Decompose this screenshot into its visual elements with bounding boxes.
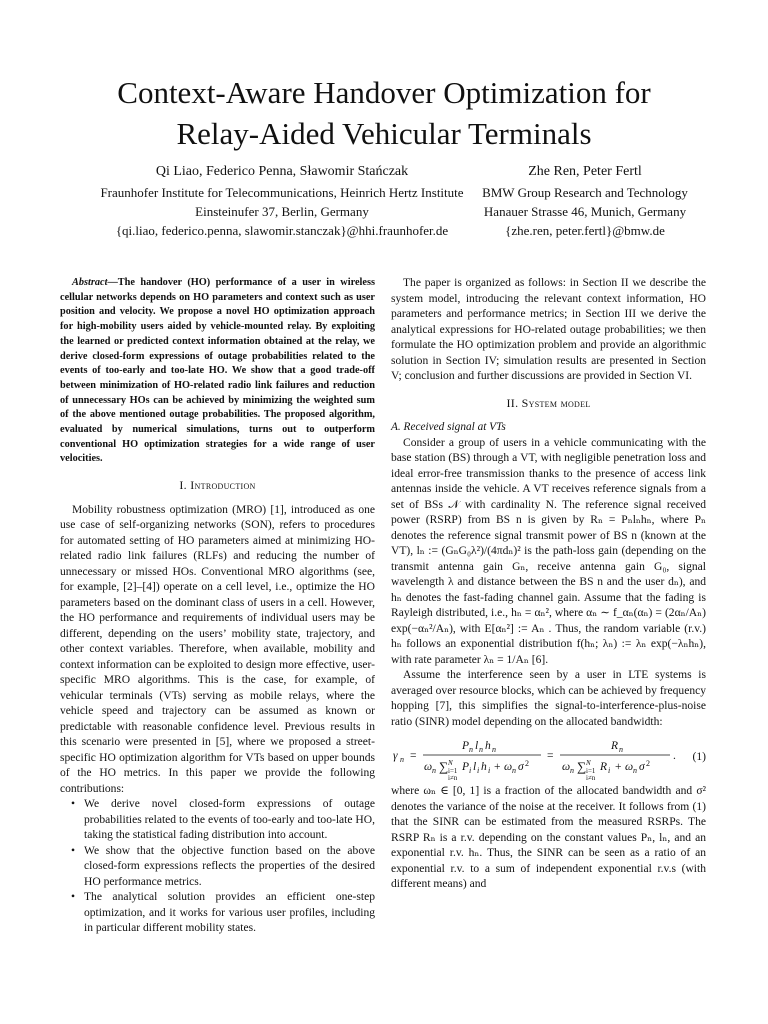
svg-text:∑: ∑ [439, 759, 449, 774]
sinr-equation-graphic [391, 732, 706, 782]
author-block-right [462, 162, 708, 240]
equation-number: (1) [692, 751, 706, 763]
left-column [60, 276, 375, 937]
contribution-text: We derive novel closed-form expressions of outage probabilities related to the events of too-early and too-late HO, taking the statistical fading distribution into account. [84, 798, 375, 842]
svg-text:+: + [494, 761, 501, 773]
svg-text:+: + [615, 761, 622, 773]
svg-text:h: h [481, 761, 487, 773]
svg-text:i≠n: i≠n [448, 774, 458, 782]
svg-text:2: 2 [525, 759, 529, 768]
svg-text:ω: ω [424, 761, 433, 773]
author-affiliation-left: Fraunhofer Institute for Telecommunications, Heinrich Hertz Institute [100, 185, 464, 200]
abstract [60, 276, 375, 467]
author-block-left [86, 162, 478, 240]
svg-text:ω: ω [625, 761, 634, 773]
svg-text:=: = [410, 750, 417, 762]
abstract-text: —The handover (HO) performance of a user in wireless cellular networks depends on HO parameters and context such as user position and velocity. We propose a novel HO optimization approach for high-mobility users aided by vehicle-mounted relay. By exploiting the learned or predicted context information obtained at the relay, we derive closed-form expressions of outage probabilities related to the events of too-early and too-late HO. We show that a good trade-off between minimization of HO-related radio link failures and reduction of unnecessary HOs can be achieved by minimizing the weighted sum of the above mentioned outage probabilities. The proposed algorithm, evaluated by numerical simulations, turns out to outperform conventional HO optimization strategies for a wide range of user velocities. [60, 277, 375, 465]
author-email-right: {zhe.ren, peter.fertl}@bmw.de [505, 223, 665, 238]
svg-text:ω: ω [562, 761, 571, 773]
paper-title [0, 72, 768, 154]
svg-text:=: = [547, 750, 554, 762]
svg-text:i: i [469, 766, 472, 775]
svg-text:n: n [479, 745, 483, 754]
svg-text:n: n [469, 745, 473, 754]
author-address-left: Einsteinufer 37, Berlin, Germany [195, 204, 369, 219]
section-heading-introduction: I. Introduction [179, 478, 256, 493]
svg-text:l: l [475, 740, 479, 752]
svg-text:i=1: i=1 [586, 767, 596, 775]
author-affiliation-right: BMW Group Research and Technology [482, 185, 688, 200]
author-names-left: Qi Liao, Federico Penna, Sławomir Stańczak [155, 164, 409, 179]
title-line-1: Context-Aware Handover Optimization for [117, 75, 651, 110]
svg-text:P: P [462, 761, 470, 773]
svg-text:∑: ∑ [577, 759, 587, 774]
svg-text:l: l [473, 761, 477, 773]
sinr-equation [391, 732, 706, 782]
author-names-right: Zhe Ren, Peter Fertl [528, 164, 642, 179]
section-heading-system-model: II. System model [506, 395, 591, 410]
author-address-right: Hanauer Strasse 46, Munich, Germany [483, 204, 687, 219]
sinr-discussion-paragraph: where ωₙ ∈ [0, 1] is a fraction of the allocated bandwidth and σ² denotes the variance of the noise at the receiver. It follows from (1) that the SINR can be estimated from the measured RSRPs. The RSRP Rₙ is a r.v. depending on the constant values Pₙ, lₙ, and an exponential r.v. hₙ. Thus, the SINR can be seen as a ratio of an exponential r.v. to a sum of independent exponential r.v.s (with different means) and [391, 785, 706, 890]
author-email-left: {qi.liao, federico.penna, slawomir.stanczak}@hhi.fraunhofer.de [115, 223, 449, 238]
subsection-heading-received-signal: A. Received signal at VTs [391, 421, 506, 433]
svg-text:R: R [611, 740, 619, 752]
svg-text:i: i [477, 766, 480, 775]
svg-text:i: i [608, 766, 611, 775]
contribution-text: We show that the objective function based on the above closed-form expressions reflects the properties of the desired HO performance metrics. [84, 844, 375, 888]
svg-text:n: n [619, 745, 623, 754]
list-item: • We show that the objective function based on the above closed-form expressions reflects the properties of the desired HO performance metrics. [71, 844, 375, 888]
intro-paragraph: Mobility robustness optimization (MRO) [1], introduced as one use case of self-organizing networks (SON), refers to procedures for automated setting of HO parameters aimed at minimizing HO-related radio link failures (RLFs) and reducing the number of unnecessary or missed HOs. Conventional MRO algorithms (see, for example, [2]–[4]) operate on a cell level, i.e., optimize the HO parameters based on the dominant class of users in a cell. However, the HO performance and requirements of individual users may be different, depending on the users’ mobility state, trajectory, and other context variables. Therefore, when available, mobility and context information can be exploited to design more effective, user-specific MRO algorithms. This is the case, for example, of vehicular terminals (VTs) serving as mobile relays, where the vehicle speed and trajectory can be assumed as known or predictable with reasonable confidence level. Previous results in this scenario were presented in [5], where we proposed a street-specific HO optimization algorithm for VTs based on upper bounds of the HO metrics. In this paper we provide the following contributions: [60, 503, 375, 795]
svg-text:n: n [432, 766, 436, 775]
svg-text:i=1: i=1 [448, 767, 458, 775]
list-item: • The analytical solution provides an efficient one-step optimization, and it works for various user profiles, including in particular different mobility states. [71, 891, 375, 935]
system-model-paragraph: Consider a group of users in a vehicle communicating with the base station (BS) through a VT, with negligible penetration loss and ideal error-free transmission thanks to the presence of access link antennas inside the vehicle. A VT receives reference signals from a set of BSs 𝒩 with cardinality N. The reference signal received power (RSRP) from BS n is given by Rₙ = Pₙlₙhₙ, where Pₙ denotes the reference signal transmit power of BS n (known at the VT), lₙ := (GₙG₀λ²)/(4πdₙ)² is the path-loss gain (depending on the transmit antenna gain Gₙ, receive antenna gain G₀, signal wavelength λ and distance between the BS n and the user dₙ), and hₙ denotes the fast-fading channel gain. Assume that the fading is Rayleigh distributed, i.e., hₙ = αₙ², where αₙ ∼ f_αₙ(αₙ) = (2αₙ/Aₙ) exp(−αₙ²/Aₙ), with E[αₙ²] := Aₙ . Thus, the random variable (r.v.) hₙ follows an exponential distribution f(hₙ; λₙ) := λₙ exp(−λₙhₙ), with rate parameter λₙ = 1/Aₙ [6]. [391, 436, 706, 666]
svg-text:n: n [400, 755, 404, 764]
svg-text:ω: ω [504, 761, 513, 773]
title-line-2: Relay-Aided Vehicular Terminals [176, 116, 592, 151]
svg-text:2: 2 [646, 759, 650, 768]
contribution-text: The analytical solution provides an efficient one-step optimization, and it works for various user profiles, including in particular different mobility states. [84, 891, 375, 935]
svg-text:N: N [448, 759, 453, 767]
svg-text:n: n [633, 766, 637, 775]
svg-text:h: h [485, 740, 491, 752]
contributions-list [60, 797, 375, 937]
svg-text:n: n [492, 745, 496, 754]
right-column [391, 276, 706, 893]
svg-text:i: i [488, 766, 491, 775]
svg-text:σ: σ [518, 761, 524, 773]
sinr-intro-paragraph: Assume the interference seen by a user in LTE systems is averaged over resource blocks, which can be achieved by frequency hopping [7], this simplifies the signal-to-interference-plus-noise ratio (SINR) model depending on the allocated bandwidth: [391, 669, 706, 728]
svg-text:P: P [462, 740, 470, 752]
svg-text:.: . [673, 750, 676, 762]
svg-text:n: n [570, 766, 574, 775]
svg-text:σ: σ [639, 761, 645, 773]
organization-paragraph: The paper is organized as follows: in Section II we describe the system model, introducing the relevant context information, HO parameters and performance metrics; in Section III we derive the analytical expressions for HO-related outage probabilities; we then formulate the HO optimization problem and provide an algorithmic solution in Section IV; simulation results are presented in Section V; conclusion and further discussions are provided in Section VI. [391, 277, 706, 382]
svg-text:n: n [512, 766, 516, 775]
svg-text:i≠n: i≠n [586, 774, 596, 782]
svg-text:γ: γ [393, 750, 398, 762]
svg-text:N: N [586, 759, 591, 767]
svg-text:R: R [600, 761, 608, 773]
abstract-label: Abstract [72, 277, 108, 288]
list-item: • We derive novel closed-form expressions of outage probabilities related to the events of too-early and too-late HO, taking the statistical fading distribution into account. [71, 798, 375, 842]
